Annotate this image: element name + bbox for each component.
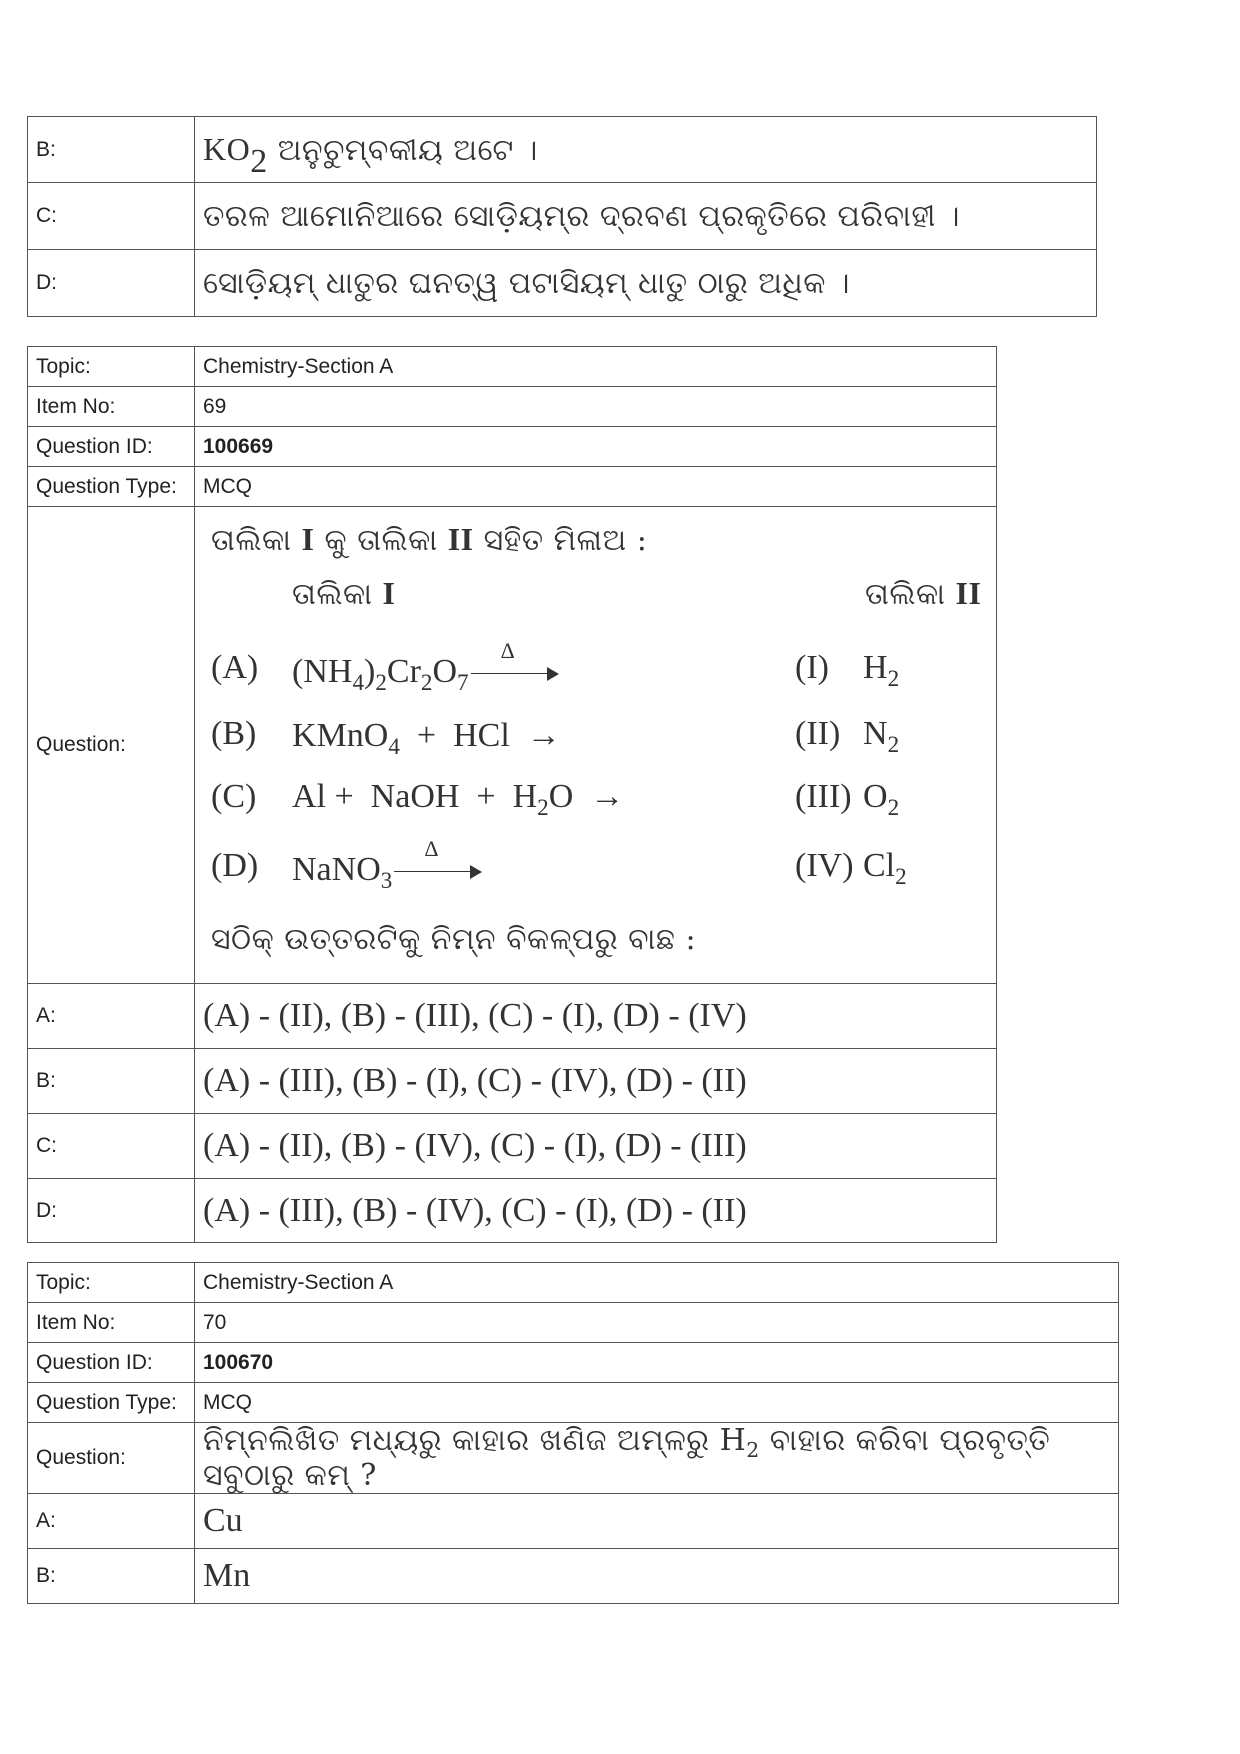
question-id-value	[195, 427, 997, 467]
option-row-c	[28, 183, 1097, 250]
question-id-label: Question ID:	[28, 1343, 195, 1383]
formula: KO	[203, 131, 251, 167]
question-type-value: MCQ	[195, 1383, 1119, 1423]
option-text: (A) - (III), (B) - (I), (C) - (IV), (D) - (II)	[195, 1049, 997, 1114]
list-2-label-ii: (II)	[795, 715, 841, 752]
topic-value: Chemistry-Section A	[195, 1263, 1119, 1303]
list-2-label-iv: (IV)	[795, 847, 854, 884]
list-1-label-a: (A)	[211, 649, 259, 686]
list-1-label-d: (D)	[211, 847, 259, 884]
heading-text: ତାଲିକା	[865, 577, 956, 612]
item-no-label: Item No:	[28, 387, 195, 427]
question-id-number: 100670	[203, 1350, 274, 1374]
option-text	[195, 117, 1097, 183]
option-label: A:	[28, 1494, 195, 1549]
question-text-end: ବାହାର କରିବା ପ୍ରବୃତ୍ତି ସବୁଠାରୁ କମ୍ ?	[203, 1423, 1051, 1493]
option-row-b	[28, 1049, 997, 1114]
option-label: B:	[28, 117, 195, 183]
topic-label: Topic:	[28, 347, 195, 387]
question-id-number: 100669	[203, 434, 274, 458]
option-row-c	[28, 1114, 997, 1179]
item-no-label: Item No:	[28, 1303, 195, 1343]
question-text	[195, 1423, 1119, 1494]
intro-roman: I	[301, 521, 315, 557]
question-id-value	[195, 1343, 1119, 1383]
option-text: ସୋଡ଼ିୟମ୍ ଧାତୁର ଘନତ୍ୱ ପଟାସିୟମ୍ ଧାତୁ ଠାରୁ ଅଧିକ ।	[195, 250, 1097, 317]
list-2-label-i: (I)	[795, 649, 829, 686]
question-intro	[211, 521, 647, 558]
option-row-b	[28, 1549, 1119, 1604]
question-closing: ସଠିକ୍ ଉତ୍ତରଟିକୁ ନିମ୍ନ ବିକଳ୍ପରୁ ବାଛ :	[211, 922, 697, 957]
option-text: (A) - (II), (B) - (IV), (C) - (I), (D) - (III)	[195, 1114, 997, 1179]
option-row-d	[28, 1179, 997, 1243]
option-label: B:	[28, 1049, 195, 1114]
heat-arrow	[394, 836, 482, 882]
intro-text: ତାଲିକା	[211, 523, 302, 558]
item-no-value: 69	[195, 387, 997, 427]
reaction-d: NaNO$_3$ Δ	[292, 851, 482, 889]
option-text: (A) - (III), (B) - (IV), (C) - (I), (D) - (II)	[195, 1179, 997, 1243]
option-row-a	[28, 1494, 1119, 1549]
option-text-rest: ଅନୁଚୁମ୍ବକୀୟ ଅଟେ ।	[267, 133, 538, 168]
question-68-table	[27, 116, 1097, 317]
reaction-a: $(NH_4)_2Cr_2O_7$ Δ	[292, 653, 559, 691]
heading-roman: II	[955, 575, 982, 611]
question-label: Question:	[28, 1423, 195, 1494]
list-2-label-iii: (III)	[795, 778, 852, 815]
delta-symbol: Δ	[424, 836, 439, 862]
option-label: A:	[28, 984, 195, 1049]
list-2-heading	[865, 575, 981, 612]
question-69-table	[27, 346, 997, 1243]
product-h2: $H_2$	[863, 649, 900, 693]
product-o2: $O_2$	[863, 778, 900, 822]
subscript: 2	[250, 142, 268, 180]
list-1-heading	[292, 575, 395, 612]
option-label: D:	[28, 1179, 195, 1243]
heat-arrow	[471, 638, 559, 684]
option-text: (A) - (II), (B) - (III), (C) - (I), (D) - (IV)	[195, 984, 997, 1049]
option-label: C:	[28, 1114, 195, 1179]
list-1-label-c: (C)	[211, 778, 257, 815]
option-label: D:	[28, 250, 195, 317]
delta-symbol: Δ	[500, 638, 515, 664]
option-row-a	[28, 984, 997, 1049]
intro-text: ସହିତ ମିଳାଅ :	[473, 523, 648, 558]
product-cl2: $Cl_2$	[863, 847, 907, 891]
question-70-table	[27, 1262, 1119, 1604]
heading-roman: I	[382, 575, 396, 611]
option-text: Mn	[195, 1549, 1119, 1604]
product-n2: $N_2$	[863, 715, 900, 759]
option-text: Cu	[195, 1494, 1119, 1549]
item-no-value: 70	[195, 1303, 1119, 1343]
question-type-value: MCQ	[195, 467, 997, 507]
question-text-start: ନିମ୍ନଲିଖିତ ମଧ୍ୟରୁ କାହାର ଖଣିଜ ଅମ୍ଳରୁ H	[203, 1423, 747, 1458]
topic-label: Topic:	[28, 1263, 195, 1303]
question-type-label: Question Type:	[28, 1383, 195, 1423]
option-text: ତରଳ ଆମୋନିଆରେ ସୋଡ଼ିୟମ୍‌ର ଦ୍ରବଣ ପ୍ରକୃତିରେ ପରିବାହୀ ।	[195, 183, 1097, 250]
question-type-label: Question Type:	[28, 467, 195, 507]
option-row-d	[28, 250, 1097, 317]
reaction-c: Al + NaOH + $H_2O$ →	[292, 778, 625, 822]
question-body	[195, 507, 997, 984]
option-row-b	[28, 117, 1097, 183]
option-label: B:	[28, 1549, 195, 1604]
heading-text: ତାଲିକା	[292, 577, 383, 612]
option-label: C:	[28, 183, 195, 250]
topic-value: Chemistry-Section A	[195, 347, 997, 387]
subscript: 2	[746, 1438, 760, 1463]
reaction-b: KMnO$_4$ + HCl →	[292, 717, 561, 761]
list-1-label-b: (B)	[211, 715, 257, 752]
intro-roman: II	[447, 521, 474, 557]
match-columns-question	[195, 507, 996, 983]
question-id-label: Question ID:	[28, 427, 195, 467]
question-label: Question:	[28, 507, 195, 984]
intro-text: କୁ ତାଲିକା	[314, 523, 448, 558]
